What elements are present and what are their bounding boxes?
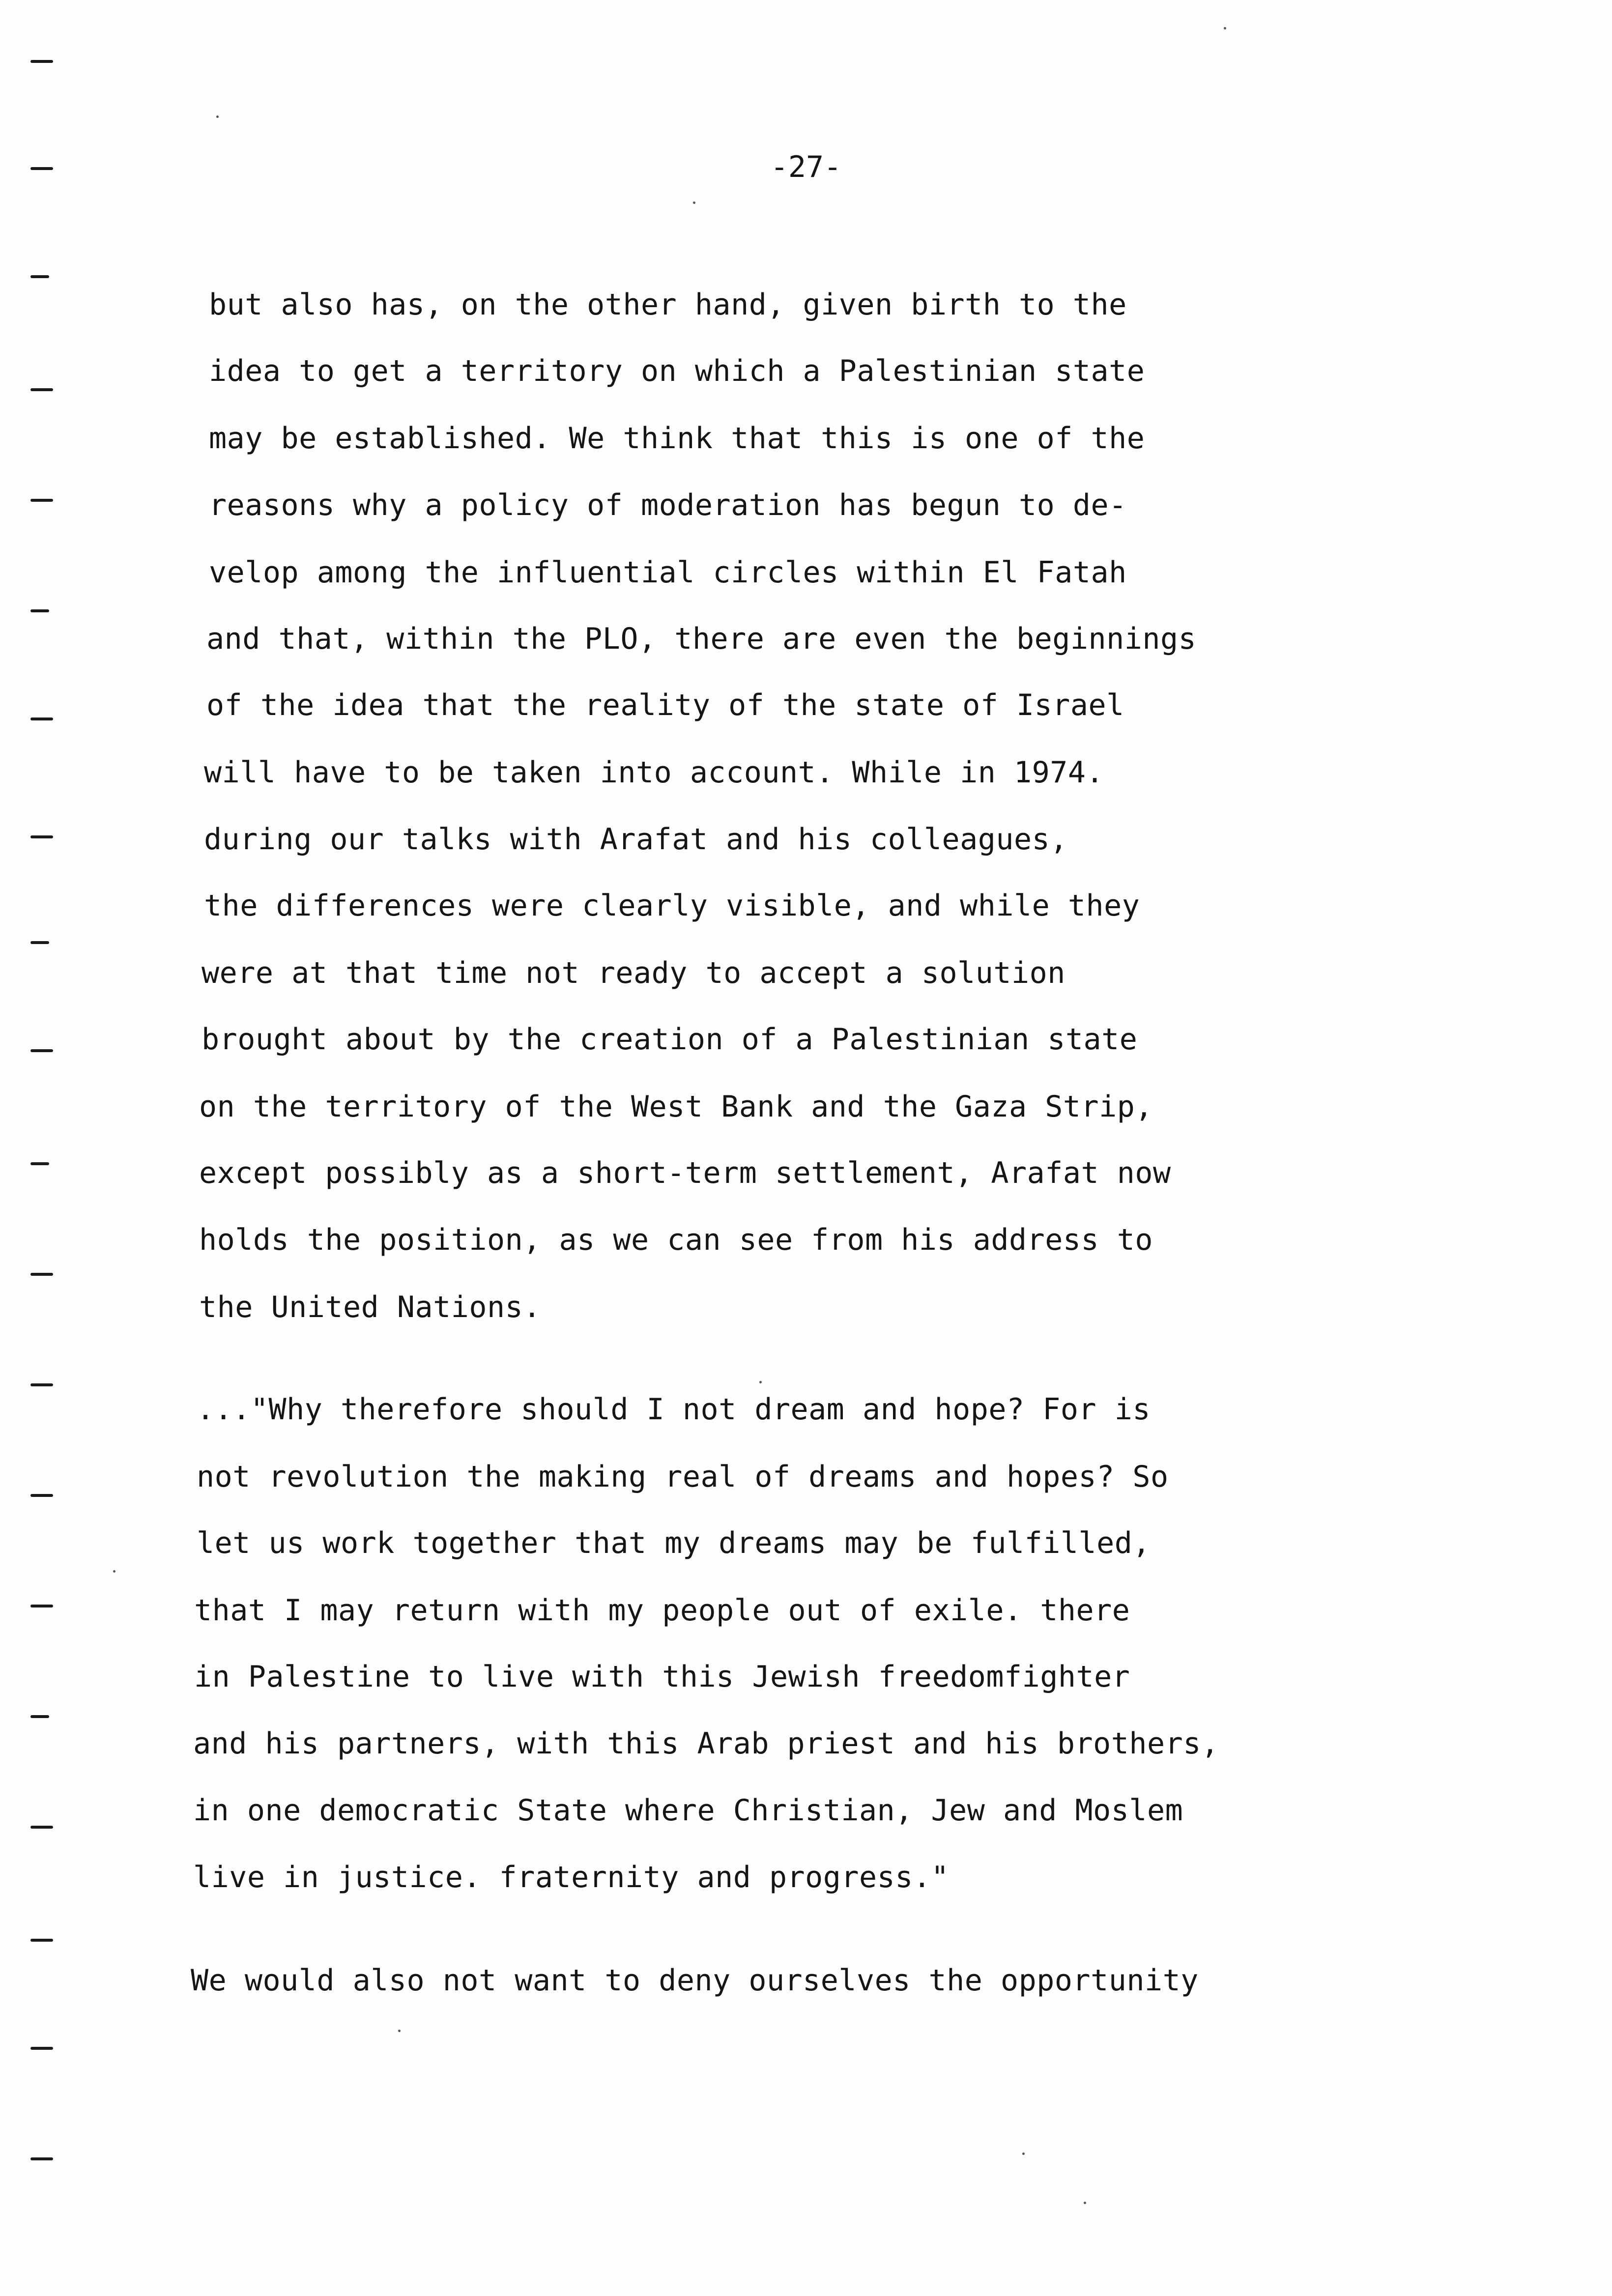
text-line: during our talks with Arafat and his colleagues, [204,822,1068,857]
margin-mark [30,2157,53,2160]
text-line: We would also not want to deny ourselves the opportunity [191,1963,1199,1998]
quote-line: live in justice. fraternity and progress." [193,1860,950,1894]
text-line: and that, within the PLO, there are even the beginnings [206,622,1197,656]
text-line: but also has, on the other hand, given birth to the [209,287,1127,322]
scan-speck [113,1570,115,1573]
margin-mark [30,609,49,612]
margin-mark [30,2047,53,2050]
text-line: may be established. We think that this is one of the [209,421,1145,456]
quote-line: in one democratic State where Christian, Jew and Moslem [193,1793,1183,1828]
margin-mark [30,60,53,63]
scan-speck [693,201,695,204]
margin-mark [30,499,53,502]
text-line: the United Nations. [199,1290,541,1324]
margin-mark [30,167,53,170]
quote-line: let us work together that my dreams may be fulfilled, [197,1526,1151,1560]
scan-speck [1224,27,1226,29]
margin-mark [30,835,53,838]
text-line: on the territory of the West Bank and the Gaza Strip, [199,1090,1153,1124]
scan-speck [1022,2152,1025,2155]
margin-mark [30,1273,53,1276]
text-line: of the idea that the reality of the state of Israel [206,688,1124,722]
scan-speck [759,1381,762,1383]
quote-line: that I may return with my people out of exile. there [194,1593,1130,1628]
text-line: velop among the influential circles within El Fatah [209,555,1127,590]
margin-mark [30,1605,53,1607]
text-line: reasons why a policy of moderation has begun to de- [209,488,1127,522]
scan-speck [216,115,219,118]
text-line: the differences were clearly visible, and while they [204,889,1140,923]
margin-mark [30,275,49,278]
margin-mark [30,1826,53,1829]
quote-line: ..."Why therefore should I not dream and hope? For is [197,1392,1151,1427]
text-line: except possibly as a short-term settlement, Arafat now [199,1156,1171,1190]
text-line: will have to be taken into account. While in 1974. [204,755,1104,790]
scan-speck [1084,2202,1086,2204]
margin-mark [30,941,49,944]
text-line: were at that time not ready to accept a solution [202,956,1065,990]
page-number: -27- [770,150,842,184]
margin-mark [30,1383,53,1386]
quote-line: not revolution the making real of dreams and hopes? So [197,1460,1169,1494]
text-line: holds the position, as we can see from his address to [199,1223,1153,1257]
text-line: brought about by the creation of a Palestinian state [202,1022,1138,1057]
margin-mark [30,388,53,391]
margin-mark [30,718,53,720]
scan-speck [398,2030,401,2032]
margin-mark [30,1939,53,1942]
margin-mark [30,1049,53,1052]
margin-mark [30,1162,49,1165]
quote-line: and his partners, with this Arab priest and his brothers, [193,1726,1219,1761]
margin-mark [30,1715,49,1718]
quote-line: in Palestine to live with this Jewish freedomfighter [194,1660,1130,1694]
margin-mark [30,1494,53,1497]
text-line: idea to get a territory on which a Palestinian state [209,354,1145,388]
